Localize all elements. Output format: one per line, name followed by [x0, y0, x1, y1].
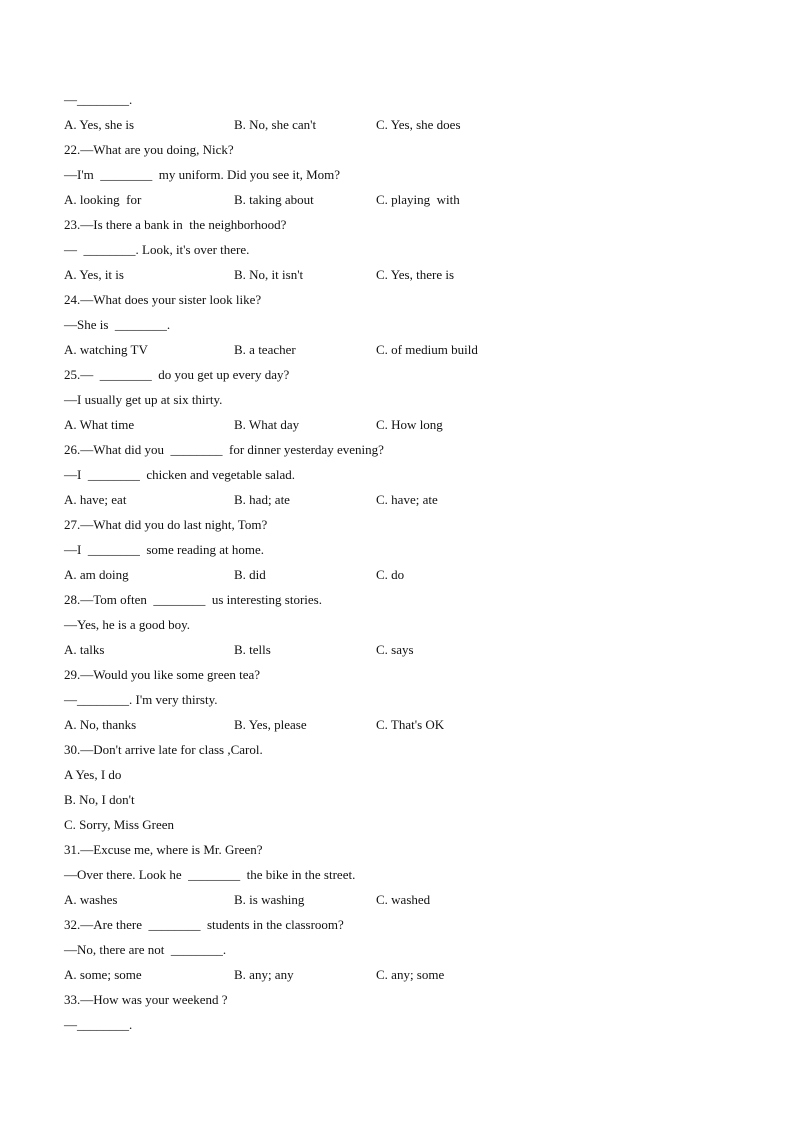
answer-option-c: C. have; ate	[376, 492, 438, 507]
answer-option-c: C. any; some	[376, 967, 445, 982]
answer-option-b: B. a teacher	[234, 342, 296, 357]
text-line: 26.—What did you ________ for dinner yesterday evening?	[64, 442, 384, 457]
text-line: 29.—Would you like some green tea?	[64, 667, 261, 682]
answer-options-row	[64, 637, 744, 662]
text-line: 25.— ________ do you get up every day?	[64, 367, 290, 382]
answer-option-b: B. No, she can't	[234, 117, 317, 132]
answer-option-c: C. playing with	[376, 192, 460, 207]
answer-option-b: B. any; any	[234, 967, 294, 982]
answer-options-row	[64, 337, 744, 362]
text-line: 31.—Excuse me, where is Mr. Green?	[64, 842, 263, 857]
text-line: —Over there. Look he ________ the bike in the street.	[64, 867, 356, 882]
answer-options-row	[64, 487, 744, 512]
text-line: 22.—What are you doing, Nick?	[64, 142, 234, 157]
text-line: —She is ________.	[64, 317, 171, 332]
answer-option-a: A. Yes, it is	[64, 267, 124, 282]
answer-option-c: C. That's OK	[376, 717, 445, 732]
worksheet-page	[64, 87, 744, 1037]
text-line: —No, there are not ________.	[64, 942, 227, 957]
answer-option-b: B. Yes, please	[234, 717, 307, 732]
answer-option-c: C. How long	[376, 417, 443, 432]
text-line: —________. I'm very thirsty.	[64, 692, 218, 707]
answer-option-a: A. have; eat	[64, 492, 127, 507]
text-line: B. No, I don't	[64, 792, 135, 807]
answer-option-b: B. tells	[234, 642, 271, 657]
text-line: 23.—Is there a bank in the neighborhood?	[64, 217, 287, 232]
text-line: 33.—How was your weekend ?	[64, 992, 228, 1007]
text-line: A Yes, I do	[64, 767, 122, 782]
answer-option-c: C. do	[376, 567, 405, 582]
text-line: —Yes, he is a good boy.	[64, 617, 191, 632]
answer-option-a: A. No, thanks	[64, 717, 137, 732]
answer-option-b: B. What day	[234, 417, 300, 432]
answer-option-b: B. is washing	[234, 892, 305, 907]
text-line: 24.—What does your sister look like?	[64, 292, 262, 307]
answer-options-row	[64, 187, 744, 212]
answer-option-b: B. did	[234, 567, 266, 582]
answer-options-row	[64, 412, 744, 437]
text-line: 32.—Are there ________ students in the classroom?	[64, 917, 344, 932]
answer-option-a: A. some; some	[64, 967, 142, 982]
answer-option-c: C. washed	[376, 892, 431, 907]
text-line: 28.—Tom often ________ us interesting stories.	[64, 592, 322, 607]
answer-options-row	[64, 712, 744, 737]
answer-option-b: B. No, it isn't	[234, 267, 304, 282]
text-line: —________.	[64, 92, 133, 107]
text-line: 27.—What did you do last night, Tom?	[64, 517, 268, 532]
answer-option-c: C. Yes, she does	[376, 117, 461, 132]
text-line: C. Sorry, Miss Green	[64, 817, 175, 832]
answer-option-a: A. am doing	[64, 567, 129, 582]
answer-option-a: A. looking for	[64, 192, 142, 207]
answer-option-a: A. What time	[64, 417, 135, 432]
text-line: —I usually get up at six thirty.	[64, 392, 223, 407]
answer-option-a: A. watching TV	[64, 342, 148, 357]
answer-option-a: A. washes	[64, 892, 118, 907]
answer-options-row	[64, 887, 744, 912]
answer-options-row	[64, 962, 744, 987]
text-line: —I ________ some reading at home.	[64, 542, 265, 557]
answer-options-row	[64, 562, 744, 587]
answer-option-b: B. had; ate	[234, 492, 290, 507]
answer-option-c: C. Yes, there is	[376, 267, 455, 282]
text-line: —________.	[64, 1017, 133, 1032]
answer-options-row	[64, 112, 744, 137]
answer-option-a: A. Yes, she is	[64, 117, 135, 132]
answer-option-c: C. of medium build	[376, 342, 478, 357]
answer-option-a: A. talks	[64, 642, 105, 657]
text-line: 30.—Don't arrive late for class ,Carol.	[64, 742, 263, 757]
answer-option-b: B. taking about	[234, 192, 314, 207]
answer-option-c: C. says	[376, 642, 414, 657]
text-line: — ________. Look, it's over there.	[64, 242, 250, 257]
text-line: —I'm ________ my uniform. Did you see it, Mom?	[64, 167, 341, 182]
answer-options-row	[64, 262, 744, 287]
text-line: —I ________ chicken and vegetable salad.	[64, 467, 296, 482]
